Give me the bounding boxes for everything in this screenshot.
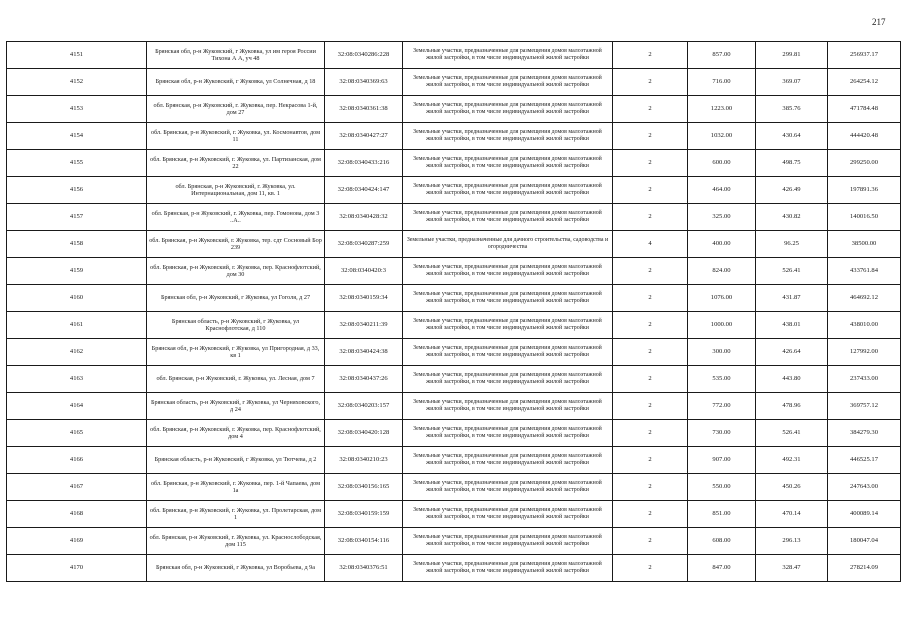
table-row: [7, 366, 901, 393]
specific-value-cell: 492.31: [756, 447, 828, 474]
land-use-cell: Земельные участки, предназначенные для размещения домов малоэтажной жилой застройки, в том числе индивидуальной жилой застройки: [403, 420, 613, 447]
specific-value-cell: 470.14: [756, 501, 828, 528]
land-use-cell: Земельные участки, предназначенные для размещения домов малоэтажной жилой застройки, в том числе индивидуальной жилой застройки: [403, 312, 613, 339]
cadastral-number-cell: 32:08:0340156:165: [325, 474, 403, 501]
row-number-cell: 4159: [7, 258, 147, 285]
address-cell: обл. Брянская, р-н Жуковский, г. Жуковка, ул. Пролетарская, дом 1: [147, 501, 325, 528]
cadastral-number-cell: 32:08:0340210:23: [325, 447, 403, 474]
group-number-cell: 2: [613, 42, 688, 69]
cadastral-number-cell: 32:08:0340203:157: [325, 393, 403, 420]
row-number-cell: 4152: [7, 69, 147, 96]
area-cell: 600.00: [688, 150, 756, 177]
row-number-cell: 4167: [7, 474, 147, 501]
address-cell: обл. Брянская, р-н Жуковский, г. Жуковка, ул. Партизанская, дом 22: [147, 150, 325, 177]
row-number-cell: 4155: [7, 150, 147, 177]
cadastral-value-cell: 438010.00: [828, 312, 901, 339]
specific-value-cell: 296.13: [756, 528, 828, 555]
address-cell: обл. Брянская, р-н Жуковский, г. Жуковка, пер. Некрасова 1-й, дом 27: [147, 96, 325, 123]
row-number-cell: 4161: [7, 312, 147, 339]
cadastral-number-cell: 32:08:0340420:128: [325, 420, 403, 447]
area-cell: 608.00: [688, 528, 756, 555]
address-cell: Брянская обл, р-н Жуковский, г Жуковка, ул Солнечная, д 18: [147, 69, 325, 96]
cadastral-value-cell: 256937.17: [828, 42, 901, 69]
group-number-cell: 2: [613, 366, 688, 393]
row-number-cell: 4170: [7, 555, 147, 582]
address-cell: обл. Брянская, р-н Жуковский, г. Жуковка, пер. Гомонова, дом 3 ..А..: [147, 204, 325, 231]
table-row: [7, 528, 901, 555]
row-number-cell: 4163: [7, 366, 147, 393]
cadastral-value-cell: 400089.14: [828, 501, 901, 528]
specific-value-cell: 478.96: [756, 393, 828, 420]
group-number-cell: 2: [613, 69, 688, 96]
area-cell: 1076.00: [688, 285, 756, 312]
group-number-cell: 2: [613, 501, 688, 528]
land-use-cell: Земельные участки, предназначенные для размещения домов малоэтажной жилой застройки, в том числе индивидуальной жилой застройки: [403, 474, 613, 501]
table-row: [7, 285, 901, 312]
specific-value-cell: 430.82: [756, 204, 828, 231]
area-cell: 550.00: [688, 474, 756, 501]
cadastral-value-cell: 180047.04: [828, 528, 901, 555]
table-row: [7, 501, 901, 528]
row-number-cell: 4153: [7, 96, 147, 123]
land-use-cell: Земельные участки, предназначенные для размещения домов малоэтажной жилой застройки, в том числе индивидуальной жилой застройки: [403, 258, 613, 285]
row-number-cell: 4168: [7, 501, 147, 528]
area-cell: 300.00: [688, 339, 756, 366]
address-cell: обл. Брянская, р-н Жуковский, г. Жуковка, тер. сдт Сосновый Бор 239: [147, 231, 325, 258]
area-cell: 857.00: [688, 42, 756, 69]
area-cell: 325.00: [688, 204, 756, 231]
land-use-cell: Земельные участки, предназначенные для размещения домов малоэтажной жилой застройки, в том числе индивидуальной жилой застройки: [403, 285, 613, 312]
land-use-cell: Земельные участки, предназначенные для дачного строительства, садоводства и огородничества: [403, 231, 613, 258]
group-number-cell: 2: [613, 474, 688, 501]
specific-value-cell: 443.80: [756, 366, 828, 393]
area-cell: 1000.00: [688, 312, 756, 339]
specific-value-cell: 385.76: [756, 96, 828, 123]
cadastral-number-cell: 32:08:0340154:116: [325, 528, 403, 555]
row-number-cell: 4160: [7, 285, 147, 312]
group-number-cell: 4: [613, 231, 688, 258]
cadastral-value-cell: 444420.48: [828, 123, 901, 150]
area-cell: 716.00: [688, 69, 756, 96]
cadastral-value-cell: 299250.00: [828, 150, 901, 177]
cadastral-value-cell: 278214.09: [828, 555, 901, 582]
address-cell: Брянская область, р-н Жуковский, г Жуковка, ул Краснофлотская, д 110: [147, 312, 325, 339]
group-number-cell: 2: [613, 393, 688, 420]
cadastral-value-cell: 384279.30: [828, 420, 901, 447]
specific-value-cell: 526.41: [756, 420, 828, 447]
table-body: [7, 42, 901, 582]
area-cell: 847.00: [688, 555, 756, 582]
row-number-cell: 4166: [7, 447, 147, 474]
page-number: 217: [872, 17, 886, 27]
area-cell: 851.00: [688, 501, 756, 528]
table-row: [7, 312, 901, 339]
specific-value-cell: 526.41: [756, 258, 828, 285]
land-use-cell: Земельные участки, предназначенные для размещения домов малоэтажной жилой застройки, в том числе индивидуальной жилой застройки: [403, 528, 613, 555]
specific-value-cell: 426.49: [756, 177, 828, 204]
address-cell: Брянская область, р-н Жуковский, г Жуковка, ул Черняховского, д 24: [147, 393, 325, 420]
specific-value-cell: 96.25: [756, 231, 828, 258]
specific-value-cell: 430.64: [756, 123, 828, 150]
table-row: [7, 69, 901, 96]
table-row: [7, 204, 901, 231]
group-number-cell: 2: [613, 96, 688, 123]
cadastral-number-cell: 32:08:0340420:3: [325, 258, 403, 285]
cadastral-value-cell: 237433.00: [828, 366, 901, 393]
row-number-cell: 4165: [7, 420, 147, 447]
cadastral-value-cell: 197891.36: [828, 177, 901, 204]
cadastral-number-cell: 32:08:0340287:259: [325, 231, 403, 258]
row-number-cell: 4158: [7, 231, 147, 258]
cadastral-number-cell: 32:08:0340159:34: [325, 285, 403, 312]
area-cell: 907.00: [688, 447, 756, 474]
cadastral-number-cell: 32:08:0340437:26: [325, 366, 403, 393]
address-cell: обл. Брянская, р-н Жуковский, г. Жуковка, ул. Лесная, дом 7: [147, 366, 325, 393]
row-number-cell: 4151: [7, 42, 147, 69]
address-cell: обл. Брянская, р-н Жуковский, г. Жуковка, ул. Космонавтов, дом 11: [147, 123, 325, 150]
land-use-cell: Земельные участки, предназначенные для размещения домов малоэтажной жилой застройки, в том числе индивидуальной жилой застройки: [403, 123, 613, 150]
cadastral-value-cell: 38500.00: [828, 231, 901, 258]
table-row: [7, 96, 901, 123]
group-number-cell: 2: [613, 150, 688, 177]
cadastral-value-cell: 127992.00: [828, 339, 901, 366]
area-cell: 824.00: [688, 258, 756, 285]
group-number-cell: 2: [613, 258, 688, 285]
cadastral-number-cell: 32:08:0340433:216: [325, 150, 403, 177]
table-row: [7, 177, 901, 204]
land-use-cell: Земельные участки, предназначенные для размещения домов малоэтажной жилой застройки, в том числе индивидуальной жилой застройки: [403, 42, 613, 69]
cadastral-value-cell: 433761.84: [828, 258, 901, 285]
address-cell: обл. Брянская, р-н Жуковский, г. Жуковка, пер. Краснофлотский, дом 4: [147, 420, 325, 447]
table-row: [7, 258, 901, 285]
row-number-cell: 4169: [7, 528, 147, 555]
address-cell: Брянская обл, р-н Жуковский, г Жуковка, ул Пригородная, д 33, кв 1: [147, 339, 325, 366]
group-number-cell: 2: [613, 420, 688, 447]
cadastral-number-cell: 32:08:0340427:27: [325, 123, 403, 150]
address-cell: обл. Брянская, р-н Жуковский, г. Жуковка, ул. Краснослободская, дом 115: [147, 528, 325, 555]
group-number-cell: 2: [613, 177, 688, 204]
row-number-cell: 4164: [7, 393, 147, 420]
area-cell: 1032.00: [688, 123, 756, 150]
land-use-cell: Земельные участки, предназначенные для размещения домов малоэтажной жилой застройки, в том числе индивидуальной жилой застройки: [403, 555, 613, 582]
cadastral-value-cell: 471784.48: [828, 96, 901, 123]
cadastral-number-cell: 32:08:0340369:63: [325, 69, 403, 96]
cadastral-number-cell: 32:08:0340361:38: [325, 96, 403, 123]
cadastral-number-cell: 32:08:0340286:228: [325, 42, 403, 69]
address-cell: Брянская обл, р-н Жуковский, г Жуковка, ул Гоголя, д 27: [147, 285, 325, 312]
group-number-cell: 2: [613, 555, 688, 582]
cadastral-value-cell: 464692.12: [828, 285, 901, 312]
table-row: [7, 42, 901, 69]
area-cell: 730.00: [688, 420, 756, 447]
address-cell: Брянская область, р-н Жуковский, г Жуковка, ул Тютчева, д 2: [147, 447, 325, 474]
table-row: [7, 339, 901, 366]
land-use-cell: Земельные участки, предназначенные для размещения домов малоэтажной жилой застройки, в том числе индивидуальной жилой застройки: [403, 150, 613, 177]
specific-value-cell: 426.64: [756, 339, 828, 366]
table-row: [7, 420, 901, 447]
cadastral-number-cell: 32:08:0340424:38: [325, 339, 403, 366]
cadastral-value-cell: 140016.50: [828, 204, 901, 231]
table-row: [7, 555, 901, 582]
specific-value-cell: 299.81: [756, 42, 828, 69]
land-use-cell: Земельные участки, предназначенные для размещения домов малоэтажной жилой застройки, в том числе индивидуальной жилой застройки: [403, 393, 613, 420]
land-use-cell: Земельные участки, предназначенные для размещения домов малоэтажной жилой застройки, в том числе индивидуальной жилой застройки: [403, 366, 613, 393]
specific-value-cell: 369.07: [756, 69, 828, 96]
specific-value-cell: 450.26: [756, 474, 828, 501]
land-use-cell: Земельные участки, предназначенные для размещения домов малоэтажной жилой застройки, в том числе индивидуальной жилой застройки: [403, 501, 613, 528]
specific-value-cell: 328.47: [756, 555, 828, 582]
area-cell: 772.00: [688, 393, 756, 420]
area-cell: 464.00: [688, 177, 756, 204]
group-number-cell: 2: [613, 528, 688, 555]
address-cell: обл. Брянская, р-н Жуковский, г. Жуковка, пер. 1-й Чапаева, дом 1а: [147, 474, 325, 501]
row-number-cell: 4154: [7, 123, 147, 150]
address-cell: Брянская обл, р-н Жуковский, г Жуковка, ул Воробьева, д 9а: [147, 555, 325, 582]
group-number-cell: 2: [613, 285, 688, 312]
specific-value-cell: 431.87: [756, 285, 828, 312]
group-number-cell: 2: [613, 123, 688, 150]
cadastral-value-cell: 369757.12: [828, 393, 901, 420]
table-row: [7, 150, 901, 177]
group-number-cell: 2: [613, 447, 688, 474]
group-number-cell: 2: [613, 204, 688, 231]
address-cell: обл. Брянская, р-н Жуковский, г. Жуковка, ул. Интернациональная, дом 11, кв. 1: [147, 177, 325, 204]
land-registry-table: [6, 41, 901, 582]
address-cell: Брянская обл, р-н Жуковский, г Жуковка, ул им героя России Тихона А А, уч 48: [147, 42, 325, 69]
cadastral-number-cell: 32:08:0340376:51: [325, 555, 403, 582]
cadastral-number-cell: 32:08:0340159:159: [325, 501, 403, 528]
area-cell: 1223.00: [688, 96, 756, 123]
cadastral-value-cell: 247643.00: [828, 474, 901, 501]
cadastral-number-cell: 32:08:0340211:39: [325, 312, 403, 339]
cadastral-number-cell: 32:08:0340424:147: [325, 177, 403, 204]
cadastral-number-cell: 32:08:0340428:32: [325, 204, 403, 231]
table-row: [7, 393, 901, 420]
land-use-cell: Земельные участки, предназначенные для размещения домов малоэтажной жилой застройки, в том числе индивидуальной жилой застройки: [403, 96, 613, 123]
table-row: [7, 123, 901, 150]
table-row: [7, 447, 901, 474]
address-cell: обл. Брянская, р-н Жуковский, г. Жуковка, пер. Краснофлотский, дом 30: [147, 258, 325, 285]
area-cell: 535.00: [688, 366, 756, 393]
specific-value-cell: 438.01: [756, 312, 828, 339]
specific-value-cell: 498.75: [756, 150, 828, 177]
table-row: [7, 231, 901, 258]
row-number-cell: 4162: [7, 339, 147, 366]
row-number-cell: 4156: [7, 177, 147, 204]
group-number-cell: 2: [613, 312, 688, 339]
cadastral-value-cell: 446525.17: [828, 447, 901, 474]
table-row: [7, 474, 901, 501]
group-number-cell: 2: [613, 339, 688, 366]
land-use-cell: Земельные участки, предназначенные для размещения домов малоэтажной жилой застройки, в том числе индивидуальной жилой застройки: [403, 339, 613, 366]
cadastral-value-cell: 264254.12: [828, 69, 901, 96]
land-use-cell: Земельные участки, предназначенные для размещения домов малоэтажной жилой застройки, в том числе индивидуальной жилой застройки: [403, 177, 613, 204]
area-cell: 400.00: [688, 231, 756, 258]
land-use-cell: Земельные участки, предназначенные для размещения домов малоэтажной жилой застройки, в том числе индивидуальной жилой застройки: [403, 204, 613, 231]
row-number-cell: 4157: [7, 204, 147, 231]
land-use-cell: Земельные участки, предназначенные для размещения домов малоэтажной жилой застройки, в том числе индивидуальной жилой застройки: [403, 69, 613, 96]
land-use-cell: Земельные участки, предназначенные для размещения домов малоэтажной жилой застройки, в том числе индивидуальной жилой застройки: [403, 447, 613, 474]
